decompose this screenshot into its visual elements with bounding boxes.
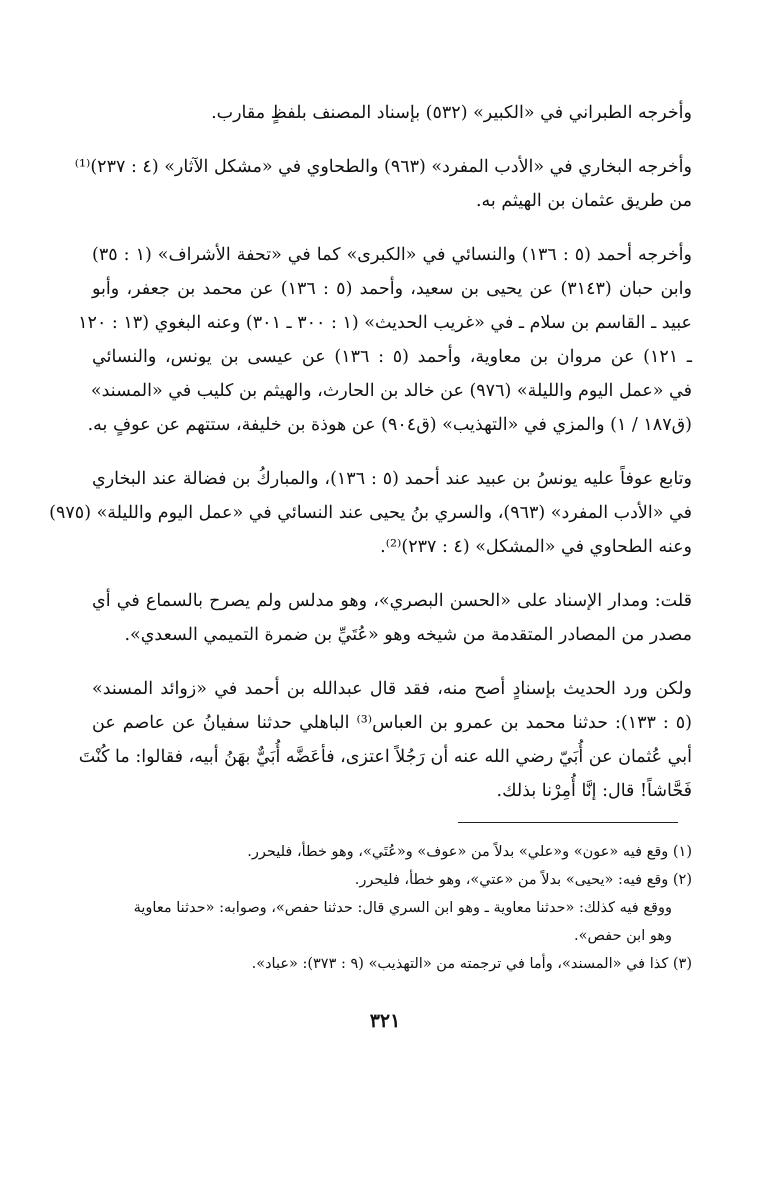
page-number: ٣٢١	[369, 1010, 401, 1032]
text-line: ـ ١٢١) عن مروان بن معاوية، وأحمد (٥ : ١٣٦) عن عيسى بن يونس، والنسائي	[92, 347, 692, 367]
text-line: فَحَّاشاً! قال: إنَّا أُمِرْنا بذلك.	[496, 781, 692, 801]
paragraph-qult	[92, 584, 692, 652]
text-line: وابن حبان (٣١٤٣) عن يحيى بن سعيد، وأحمد (٥ : ١٣٦) عن محمد بن جعفر، وأبو	[92, 279, 692, 299]
text-line: وأخرجه البخاري في «الأدب المفرد» (٩٦٣) والطحاوي في «مشكل الآثار» (٤ : ٢٣٧)⁽¹⁾	[74, 157, 692, 177]
text-line: وتابع عوفاً عليه يونسُ بن عبيد عند أحمد (٥ : ١٣٦)، والمباركُ بن فضالة عند البخاري	[92, 469, 692, 489]
footnote-1: (١) وقع فيه «عون» و«علي» بدلاً من «عوف» و«عُتَي»، وهو خطأ، فليحرر.	[247, 844, 692, 860]
footnote-3: (٣) كذا في «المسند»، وأما في ترجمته من «التهذيب» (٩ : ٣٧٣): «عباد».	[251, 956, 692, 972]
text-line: مصدر من المصادر المتقدمة من شيخه وهو «عُتَيِّ بن ضمرة التميمي السعدي».	[124, 625, 692, 645]
paragraph-bukhari	[74, 150, 692, 218]
text-line: عبيد ـ القاسم بن سلام ـ في «غريب الحديث» (١ : ٣٠٠ ـ ٣٠١) وعنه البغوي (١٣ : ١٢٠	[78, 313, 692, 333]
text-line: ولكن ورد الحديث بإسنادٍ أصح منه، فقد قال عبدالله بن أحمد في «زوائد المسند»	[92, 679, 692, 699]
footnote-2: (٢) وقع فيه: «يحيى» بدلاً من «عتي»، وهو خطأ، فليحرر.	[354, 872, 692, 888]
text-line: وأخرجه الطبراني في «الكبير» (٥٣٢) بإسناد المصنف بلفظٍ مقارب.	[211, 103, 692, 123]
footnote-2-continuation: ووقع فيه كذلك: «حدثنا معاوية ـ وهو ابن السري قال: حدثنا حفص»، وصوابه: «حدثنا معاوية	[133, 900, 672, 916]
text-line: في «الأدب المفرد» (٩٦٣)، والسري بنُ يحيى عند النسائي في «عمل اليوم والليلة» (٩٧٥)	[49, 503, 692, 523]
text-line: أبي عُثمان عن أُبَيّ رضي الله عنه أن رَجُلاً اعتزى، فأعَضَّه أُبَيٌّ بهَنُ أبيه، فقالوا: ما كُنْتَ	[78, 747, 692, 767]
footnotes	[92, 838, 692, 978]
text-line: في «عمل اليوم والليلة» (٩٧٦) عن خالد بن الحارث، والهيثم بن كليب في «المسند»	[90, 381, 692, 401]
footnote-2-continuation: وهو ابن حفص».	[573, 928, 672, 944]
text-line: (ق١٨٧ / ١) والمزي في «التهذيب» (ق٩٠٤) عن هوذة بن خليفة، ستتهم عن عوفٍ به.	[87, 415, 692, 435]
text-line: قلت: ومدار الإسناد على «الحسن البصري»، وهو مدلس ولم يصرح بالسماع في أي	[92, 591, 692, 611]
text-line: (٥ : ١٣٣): حدثنا محمد بن عمرو بن العباس⁽³⁾ الباهلي حدثنا سفيانُ عن عاصم عن	[92, 713, 692, 733]
paragraph-ahmad	[78, 238, 692, 442]
text-line: من طريق عثمان بن الهيثم به.	[475, 191, 692, 211]
text-line: وعنه الطحاوي في «المشكل» (٤ : ٢٣٧)⁽²⁾.	[380, 537, 692, 557]
footnote-separator	[458, 822, 678, 823]
main-text	[49, 96, 692, 828]
text-line: وأخرجه أحمد (٥ : ١٣٦) والنسائي في «الكبرى» كما في «تحفة الأشراف» (١ : ٣٥)	[92, 245, 692, 265]
paragraph-zawaid	[78, 672, 692, 808]
paragraph-mutaba	[49, 462, 692, 564]
paragraph-tabarani	[92, 96, 692, 130]
